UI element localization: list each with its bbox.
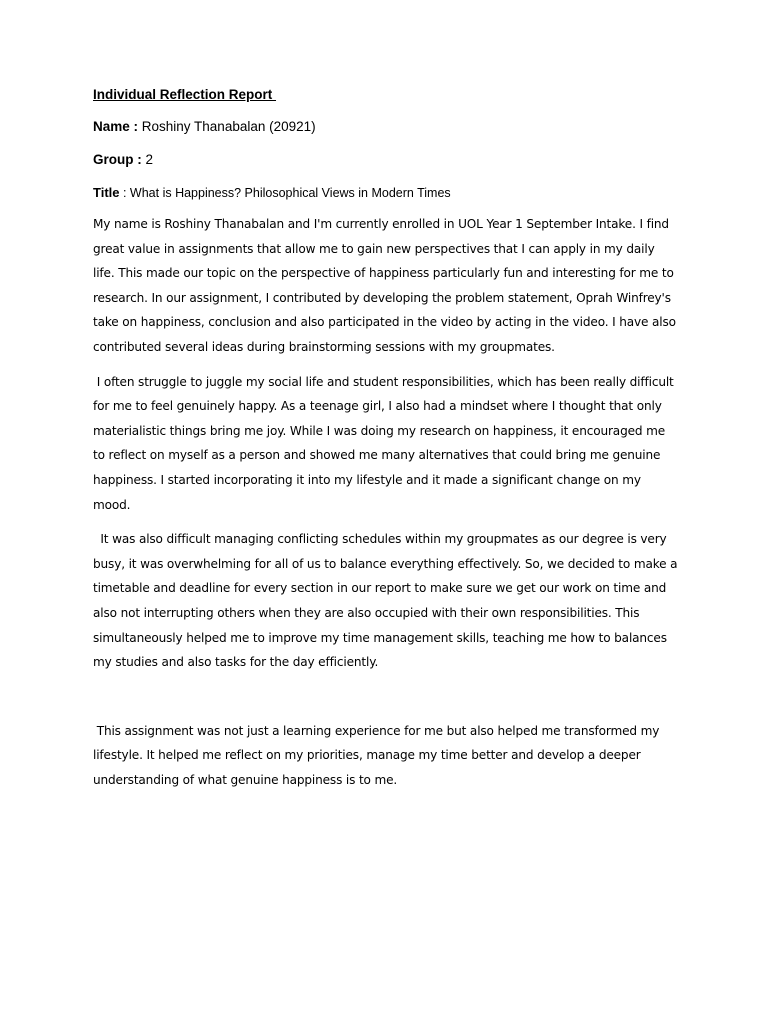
document-page [93, 86, 682, 792]
title-line [93, 184, 678, 202]
name-value: Roshiny Thanabalan (20921) [138, 119, 316, 134]
document-heading: Individual Reflection Report [93, 87, 277, 102]
group-label: Group : [93, 152, 142, 167]
title-label: Title [93, 185, 120, 200]
group-value: 2 [141, 152, 154, 167]
title-value: : What is Happiness? Philosophical Views in Modern Times [119, 186, 451, 200]
name-line [93, 118, 678, 136]
group-line [93, 151, 678, 169]
paragraph-conclusion: This assignment was not just a learning experience for me but also helped me transformed my lifestyle. It helped me reflect on my priorities, manage my time better and develop a deeper understanding of what genuine happiness is to me. [93, 723, 663, 787]
paragraph-personal-struggle: I often struggle to juggle my social life and student responsibilities, which has been really difficult for me to feel genuinely happy. As a teenage girl, I also had a mindset where I thought that only materialistic things bring me joy. While I was doing my research on happiness, it encouraged me to reflect on myself as a person and showed me many alternatives that could bring me genuine happiness. I started incorporating it into my lifestyle and it made a significant change on my mood. [93, 374, 678, 512]
paragraph-group-challenges: It was also difficult managing conflicting schedules within my groupmates as our degree is very busy, it was overwhelming for all of us to balance everything effectively. So, we decided to make a timetable and deadline for every section in our report to make sure we get our work on time and also not interrupting others when they are also occupied with their own responsibilities. This simultaneously helped me to improve my time management skills, teaching me how to balances my studies and also tasks for the day efficiently. [93, 532, 682, 670]
paragraph-introduction: My name is Roshiny Thanabalan and I'm currently enrolled in UOL Year 1 September Intake. I find great value in assignments that allow me to gain new perspectives that I can apply in my daily life. This made our topic on the perspective of happiness particularly fun and interesting for me to research. In our assignment, I contributed by developing the problem statement, Oprah Winfrey's take on happiness, conclusion and also participated in the video by acting in the video. I have also contributed several ideas during brainstorming sessions with my groupmates. [93, 217, 680, 354]
name-label: Name : [93, 119, 139, 134]
